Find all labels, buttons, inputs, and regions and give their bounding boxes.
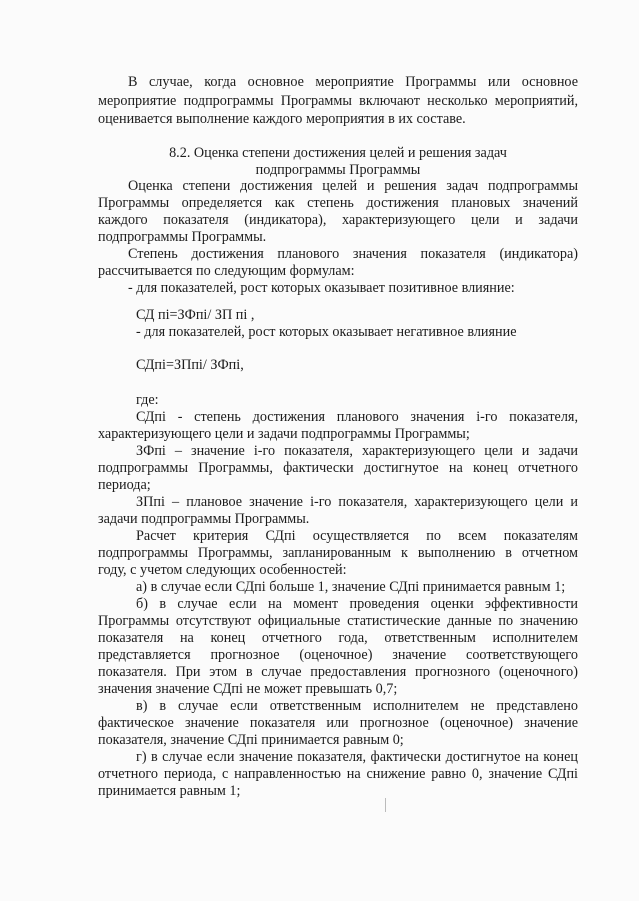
item-b-line-6: значения значение СДпi не может превышать 0,7; <box>98 681 398 697</box>
formula-negative: СДпi=ЗПпi/ ЗФпi, <box>136 357 244 373</box>
item-v-line-3: показателя, значение СДпi принимается равным 0; <box>98 732 404 748</box>
assessment-line-3: каждого показателя (индикатора), характеризующего цели и задачи <box>98 212 578 228</box>
item-g-line-1: г) в случае если значение показателя, фактически достигнутое на конец <box>136 749 578 765</box>
positive-influence-line: - для показателей, рост которых оказывает позитивное влияние: <box>128 280 515 296</box>
scan-artifact <box>385 798 386 812</box>
degree-line-2: рассчитывается по следующим формулам: <box>98 263 355 279</box>
item-b-line-2: Программы отсутствуют официальные статистические данные по значению <box>98 613 578 629</box>
intro-line-2: мероприятие подпрограммы Программы включают несколько мероприятий, <box>98 93 578 109</box>
section-heading-line-2: подпрограммы Программы <box>255 162 421 178</box>
item-b-line-3: показателя на конец отчетного года, ответственным исполнителем <box>98 630 578 646</box>
item-v-line-1: в) в случае если ответственным исполнителем не представлено <box>136 698 578 714</box>
negative-influence-line: - для показателей, рост которых оказывает негативное влияние <box>136 324 517 340</box>
section-heading-line-1: 8.2. Оценка степени достижения целей и решения задач <box>169 145 507 161</box>
assessment-line-2: Программы определяется как степень достижения плановых значений <box>98 195 578 211</box>
calc-line-1: Расчет критерия СДпi осуществляется по всем показателям <box>136 528 578 544</box>
zf-definition-line-3: периода; <box>98 477 151 493</box>
calc-line-3: году, с учетом следующих особенностей: <box>98 562 347 578</box>
where-label: где: <box>136 392 159 408</box>
intro-line-3: оценивается выполнение каждого мероприятия в их составе. <box>98 111 466 127</box>
item-b-line-1: б) в случае если на момент проведения оценки эффективности <box>136 596 578 612</box>
formula-positive: СД пi=ЗФпi/ ЗП пi , <box>136 307 255 323</box>
zf-definition-line-1: ЗФпi – значение i-го показателя, характеризующего цели и задачи <box>136 443 578 459</box>
assessment-line-1: Оценка степени достижения целей и решения задач подпрограммы <box>128 178 578 194</box>
item-b-line-4: представляется прогнозное (оценочное) значение соответствующего <box>98 647 578 663</box>
assessment-line-4: подпрограммы Программы. <box>98 229 267 245</box>
sd-definition-line-1: СДпi - степень достижения планового значения i-го показателя, <box>136 409 578 425</box>
sd-definition-line-2: характеризующего цели и задачи подпрограммы Программы; <box>98 426 470 442</box>
zp-definition-line-1: ЗПпi – плановое значение i-го показателя, характеризующего цели и <box>136 494 578 510</box>
item-b-line-5: показателя. При этом в случае предоставления прогнозного (оценочного) <box>98 664 578 680</box>
item-v-line-2: фактическое значение показателя или прогнозное (оценочное) значение <box>98 715 578 731</box>
degree-line-1: Степень достижения планового значения показателя (индикатора) <box>128 246 578 262</box>
item-g-line-3: принимается равным 1; <box>98 783 241 799</box>
item-a: а) в случае если СДпi больше 1, значение СДпi принимается равным 1; <box>136 579 566 595</box>
item-g-line-2: отчетного периода, с направленностью на снижение равно 0, значение СДпi <box>98 766 578 782</box>
calc-line-2: подпрограммы Программы, запланированным к выполнению в отчетном <box>98 545 578 561</box>
intro-line-1: В случае, когда основное мероприятие Программы или основное <box>128 74 578 90</box>
zf-definition-line-2: подпрограммы Программы, фактически достигнутое на конец отчетного <box>98 460 578 476</box>
zp-definition-line-2: задачи подпрограммы Программы. <box>98 511 310 527</box>
